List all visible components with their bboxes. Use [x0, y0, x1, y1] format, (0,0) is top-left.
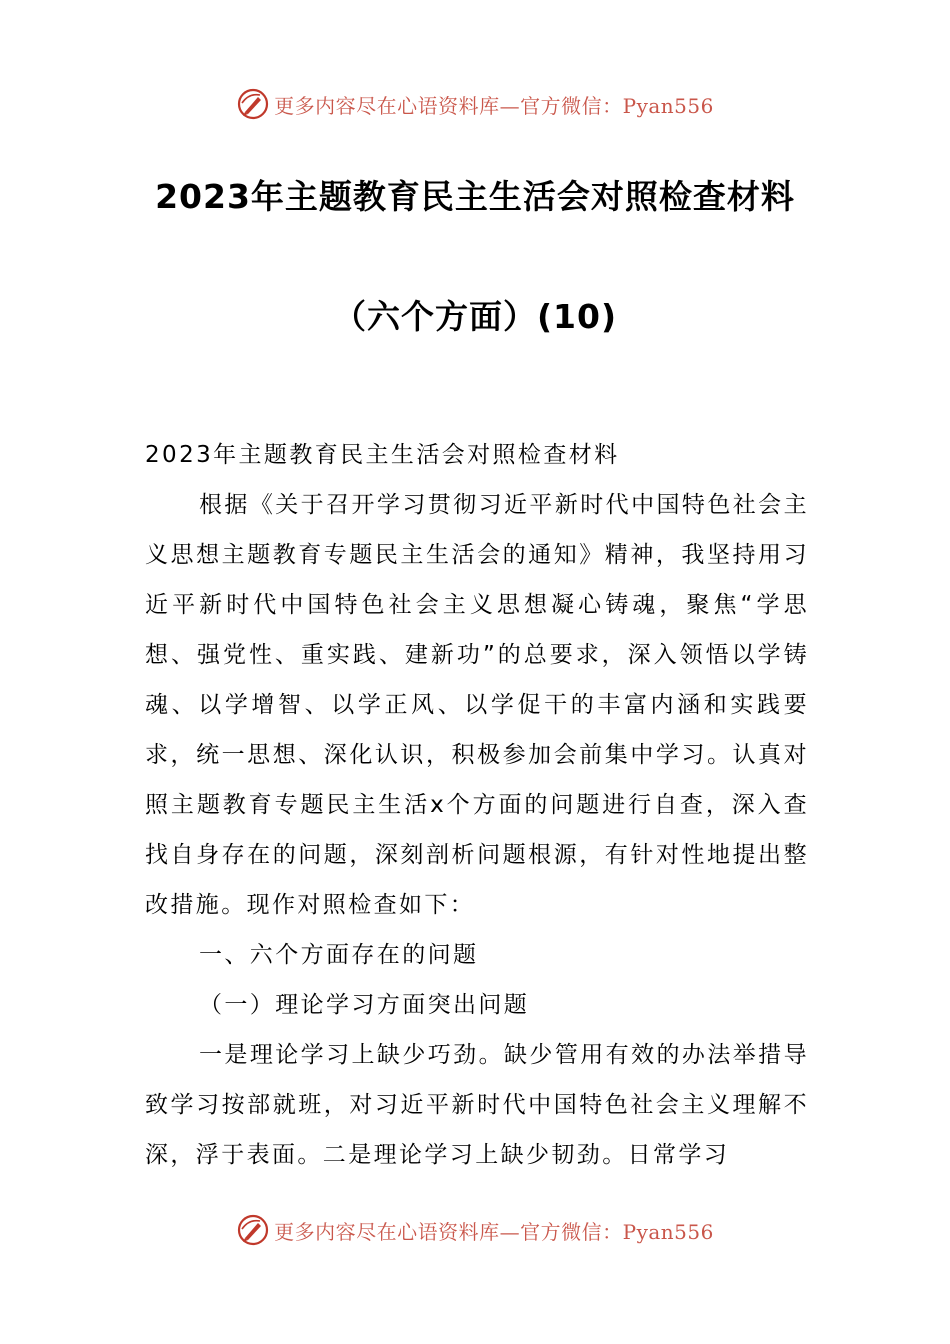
- document-body: [145, 430, 809, 1180]
- document-title: 2023年主题教育民主生活会对照检查材料: [155, 177, 795, 216]
- footer-watermark: [0, 1210, 950, 1250]
- header-watermark: [0, 84, 950, 124]
- document-subtitle: （六个方面）(10): [332, 297, 618, 336]
- watermark-text: 更多内容尽在心语资料库—官方微信：Pyan556: [274, 93, 714, 118]
- pen-logo-icon: [236, 1213, 270, 1247]
- heading-line: 2023年主题教育民主生活会对照检查材料: [145, 442, 620, 468]
- pen-logo-icon: [236, 87, 270, 121]
- body-paragraph: 一是理论学习上缺少巧劲。缺少管用有效的办法举措导致学习按部就班，对习近平新时代中国特色社会主义理解不深，浮于表面。二是理论学习上缺少韧劲。日常学习: [145, 1042, 809, 1168]
- subsection-heading: （一）理论学习方面突出问题: [199, 992, 530, 1018]
- watermark-text: 更多内容尽在心语资料库—官方微信：Pyan556: [274, 1219, 714, 1244]
- section-heading: 一、六个方面存在的问题: [199, 942, 479, 968]
- intro-paragraph: 根据《关于召开学习贯彻习近平新时代中国特色社会主义思想主题教育专题民主生活会的通知》精神，我坚持用习近平新时代中国特色社会主义思想凝心铸魂，聚焦“学思想、强党性、重实践、建新功”的总要求，深入领悟以学铸魂、以学增智、以学正风、以学促干的丰富内涵和实践要求，统一思想、深化认识，积极参加会前集中学习。认真对照主题教育专题民主生活x个方面的问题进行自查，深入查找自身存在的问题，深刻剖析问题根源，有针对性地提出整改措施。现作对照检查如下：: [145, 492, 809, 918]
